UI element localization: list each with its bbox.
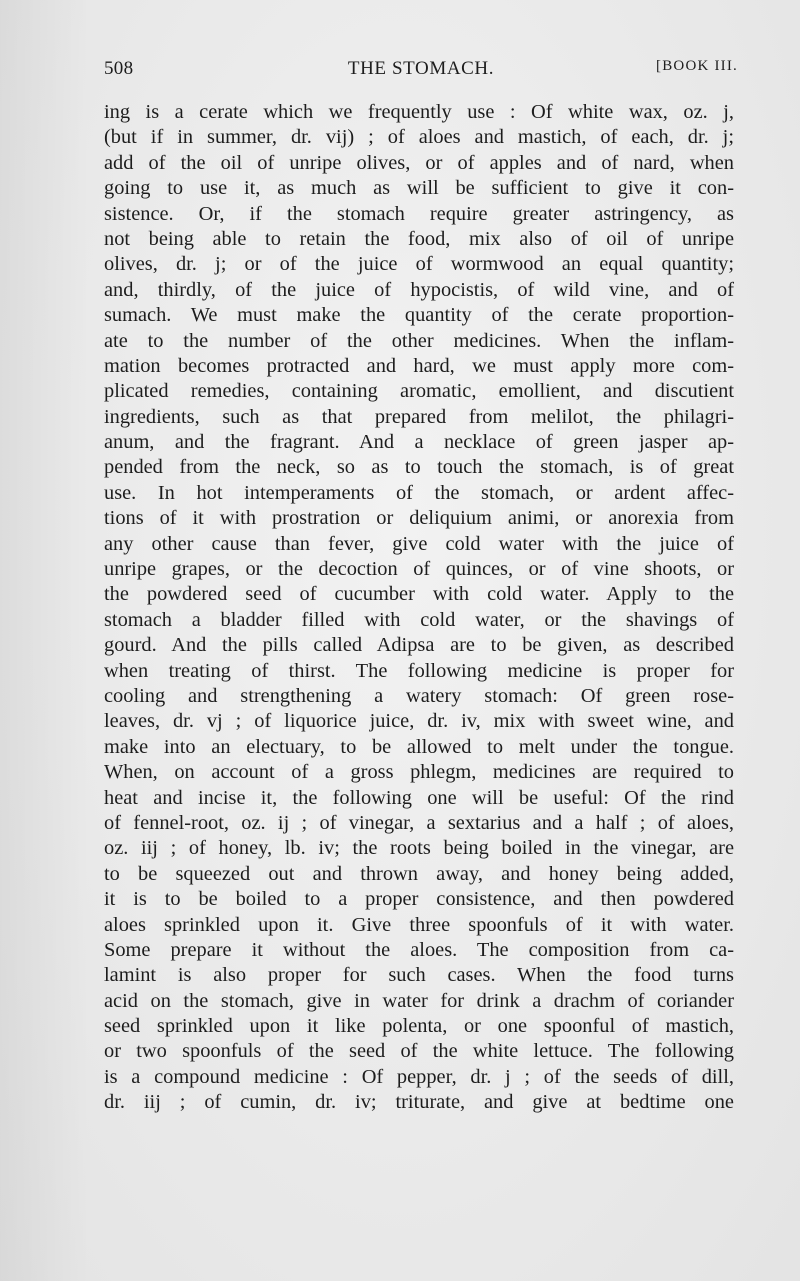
text-line: tions of it with prostration or deliquium animi, or anorexia from	[104, 507, 734, 530]
text-line: the powdered seed of cucumber with cold water. Apply to the	[104, 583, 734, 606]
page-number: 508	[104, 58, 134, 79]
text-line: of fennel-root, oz. ij ; of vinegar, a sextarius and a half ; of aloes,	[104, 811, 734, 834]
text-line: when treating of thirst. The following medicine is proper for	[104, 659, 734, 682]
text-line: When, on account of a gross phlegm, medicines are required to	[104, 761, 734, 784]
text-line: acid on the stomach, give in water for drink a drachm of coriander	[104, 989, 734, 1012]
text-line: make into an electuary, to be allowed to melt under the tongue.	[104, 735, 734, 758]
text-line: sumach. We must make the quantity of the cerate proportion-	[104, 304, 734, 327]
text-line: heat and incise it, the following one will be useful: Of the rind	[104, 786, 734, 809]
text-line: leaves, dr. vj ; of liquorice juice, dr. iv, mix with sweet wine, and	[104, 710, 734, 733]
text-line: (but if in summer, dr. vij) ; of aloes and mastich, of each, dr. j;	[104, 126, 734, 149]
text-line: not being able to retain the food, mix also of oil of unripe	[104, 227, 734, 250]
text-line: seed sprinkled upon it like polenta, or one spoonful of mastich,	[104, 1015, 734, 1038]
text-line: pended from the neck, so as to touch the stomach, is of great	[104, 456, 734, 479]
text-line: going to use it, as much as will be sufficient to give it con-	[104, 177, 734, 200]
text-line: ate to the number of the other medicines. When the inflam-	[104, 329, 734, 352]
text-line: add of the oil of unripe olives, or of apples and of nard, when	[104, 151, 734, 174]
body-text	[104, 100, 734, 1116]
text-line: any other cause than fever, give cold water with the juice of	[104, 532, 734, 555]
running-title: THE STOMACH.	[347, 58, 495, 79]
text-line: cooling and strengthening a watery stomach: Of green rose-	[104, 684, 734, 707]
text-line: it is to be boiled to a proper consistence, and then powdered	[104, 888, 734, 911]
text-line: ing is a cerate which we frequently use : Of white wax, oz. j,	[104, 101, 734, 123]
text-line: oz. iij ; of honey, lb. iv; the roots being boiled in the vinegar, are	[104, 837, 734, 860]
text-line: is a compound medicine : Of pepper, dr. j ; of the seeds of dill,	[104, 1065, 734, 1088]
text-line: stomach a bladder filled with cold water, or the shavings of	[104, 608, 734, 631]
text-line: gourd. And the pills called Adipsa are to be given, as described	[104, 634, 734, 657]
text-line: unripe grapes, or the decoction of quinces, or of vine shoots, or	[104, 558, 734, 581]
text-line: use. In hot intemperaments of the stomach, or ardent affec-	[104, 481, 734, 504]
text-line: or two spoonfuls of the seed of the white lettuce. The following	[104, 1040, 734, 1063]
text-line: olives, dr. j; or of the juice of wormwood an equal quantity;	[104, 253, 734, 276]
text-line: mation becomes protracted and hard, we must apply more com-	[104, 354, 734, 377]
text-line: lamint is also proper for such cases. When the food turns	[104, 964, 734, 987]
book-section-label: [BOOK III.	[656, 58, 738, 74]
text-line: Some prepare it without the aloes. The composition from ca-	[104, 938, 734, 961]
text-line: to be squeezed out and thrown away, and honey being added,	[104, 862, 734, 885]
text-line: aloes sprinkled upon it. Give three spoonfuls of it with water.	[104, 913, 734, 936]
text-line: and, thirdly, of the juice of hypocistis, of wild vine, and of	[104, 278, 734, 301]
text-line: ingredients, such as that prepared from melilot, the philagri-	[104, 405, 734, 428]
page-header	[104, 58, 738, 88]
text-line: dr. iij ; of cumin, dr. iv; triturate, and give at bedtime one	[104, 1091, 734, 1114]
text-line: sistence. Or, if the stomach require greater astringency, as	[104, 202, 734, 225]
text-line: plicated remedies, containing aromatic, emollient, and discutient	[104, 380, 734, 403]
text-line: anum, and the fragrant. And a necklace of green jasper ap-	[104, 431, 734, 454]
